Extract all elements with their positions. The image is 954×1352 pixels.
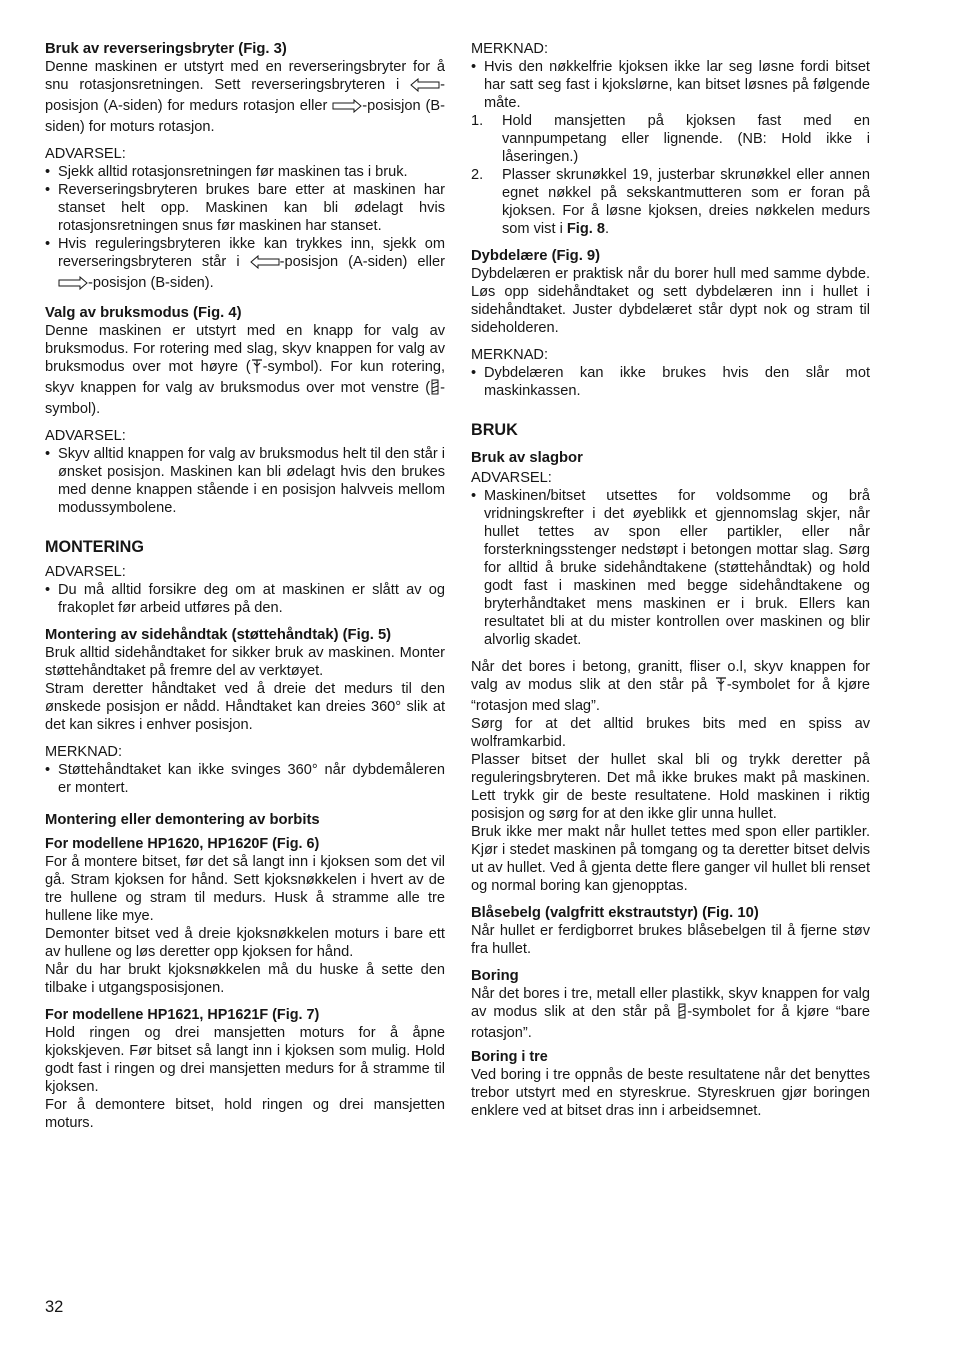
- paragraph: For å demontere bitset, hold ringen og drei mansjetten moturs.: [45, 1097, 445, 1131]
- steps-list: [471, 112, 870, 238]
- note-list: [471, 364, 870, 400]
- paragraph: Dybdelæren er praktisk når du borer hull med samme dybde. Løs opp sidehåndtaket og sett dybdelæren inn i hullet i sidehåndtaket. Juster dybdelæret står dypt nok og stram til sideholderen.: [471, 266, 870, 336]
- section-title-mode-select: Valg av bruksmodus (Fig. 4): [45, 305, 242, 321]
- arrow-right-outline-icon: [58, 276, 88, 295]
- warning-list: [45, 163, 445, 295]
- warning-label: ADVARSEL:: [45, 428, 126, 444]
- arrow-left-outline-icon: [410, 78, 440, 97]
- paragraph: Når hullet er ferdigborret brukes blåsebelgen til å fjerne støv fra hullet.: [471, 923, 870, 957]
- paragraph: Når det bores i tre, metall eller plastikk, skyv knappen for valg av modus slik at den står på -symbolet for å kjøre “bare rotasjon”.: [471, 986, 870, 1041]
- warning-label: ADVARSEL:: [45, 146, 126, 162]
- warning-list: [45, 581, 445, 617]
- section-title-blower: Blåsebelg (valgfritt ekstrautstyr) (Fig. 10): [471, 905, 759, 921]
- note-list: [45, 761, 445, 797]
- list-item: • Reverseringsbryteren brukes bare etter at maskinen har stanset helt opp. Maskinen kan bli ødelagt hvis rotasjonsretningen snus før maskinen har stanset.: [45, 181, 445, 235]
- right-column: [471, 40, 870, 1120]
- figure-ref: Fig. 8: [566, 221, 605, 237]
- list-item: • Hvis den nøkkelfrie kjoksen ikke lar seg løsne fordi bitset har satt seg fast i kjokslørne, kan bitset løsnes på følgende måte.: [471, 58, 870, 112]
- section-title-reversing-switch: Bruk av reverseringsbryter (Fig. 3): [45, 41, 287, 57]
- heading-montering: MONTERING: [45, 538, 144, 556]
- drill-bit-symbol-icon: [677, 1003, 687, 1024]
- paragraph: Denne maskinen er utstyrt med en knapp for valg av bruksmodus. For rotering med slag, skyv knappen for valg av bruksmodus over mot høyre ( -symbol). For kun rotering, skyv knappen for valg av bruksmodus over mot venstre ( -symbol).: [45, 323, 445, 417]
- list-item: • Du må alltid forsikre deg om at maskinen er slått av og frakoplet før arbeid utføres på den.: [45, 581, 445, 617]
- list-item: • Hvis reguleringsbryteren ikke kan trykkes inn, sjekk om reverseringsbryteren står i -posisjon (A-siden) eller -posisjon (B-siden).: [45, 235, 445, 295]
- paragraph: Plasser bitset der hullet skal bli og trykk deretter på reguleringsbryteren. Det må ikke brukes makt på maskinen. Lett trykk gir de beste resultatene. Hold maskinen i riktig posisjon og sørg for at den ikke glir unna hullet.: [471, 752, 870, 822]
- arrow-left-outline-icon: [250, 255, 280, 274]
- warning-label: ADVARSEL:: [45, 564, 126, 580]
- paragraph: For å montere bitset, før det så langt inn i kjoksen som det vil gå. Stram kjoksen for hånd. Sett kjoksnøkkelen i hvert av de tre hullene og stram til medurs. Husk å stramme alle tre hullene like mye.: [45, 854, 445, 924]
- subsection-title-wood: Boring i tre: [471, 1049, 548, 1065]
- section-title-side-handle: Montering av sidehåndtak (støttehåndtak) (Fig. 5): [45, 627, 392, 643]
- list-item: 1. Hold mansjetten på kjoksen fast med en vannpumpetang eller lignende. (NB: Hold ikke i låseringen.): [471, 113, 870, 165]
- hammer-drill-symbol-icon: [251, 358, 263, 379]
- section-title-hammer-drilling: Bruk av slagbor: [471, 450, 583, 466]
- warning-label: ADVARSEL:: [471, 470, 552, 486]
- list-item: • Støttehåndtaket kan ikke svinges 360° når dybdemåleren er montert.: [45, 761, 445, 797]
- paragraph: Denne maskinen er utstyrt med en reverseringsbryter for å snu rotasjonsretningen. Sett reverseringsbryteren i -posisjon (A-siden) for medurs rotasjon eller -posisjon (B-siden) for moturs rotasjon.: [45, 59, 445, 135]
- paragraph: Demonter bitset ved å dreie kjoksnøkkelen moturs i bare ett av hullene og løs deretter opp kjoksen for hånd.: [45, 926, 445, 960]
- subsection-title-hp1620: For modellene HP1620, HP1620F (Fig. 6): [45, 836, 320, 852]
- paragraph: Stram deretter håndtaket ved å dreie det medurs til den ønskede posisjon er nådd. Håndtaket kan dreies 360° slik at det kan sikres i enhver posisjon.: [45, 681, 445, 733]
- warning-list: [471, 487, 870, 649]
- paragraph: Bruk alltid sidehåndtaket for sikker bruk av maskinen. Monter støttehåndtaket på fremre del av verktøyet.: [45, 645, 445, 679]
- note-list: [471, 58, 870, 112]
- note-label: MERKNAD:: [45, 744, 123, 760]
- paragraph: Når du har brukt kjoksnøkkelen må du huske å sette den tilbake i utgangsposisjonen.: [45, 962, 445, 996]
- list-item: • Skyv alltid knappen for valg av bruksmodus helt til den står i ønsket posisjon. Maskinen kan bli ødelagt hvis den brukes med denne knappen stående i en posisjon halvveis mellom modussymbolene.: [45, 445, 445, 517]
- list-item: • Dybdelæren kan ikke brukes hvis den slår mot maskinkassen.: [471, 364, 870, 400]
- note-label: MERKNAD:: [471, 41, 549, 57]
- drill-bit-symbol-icon: [430, 379, 440, 400]
- section-title-boring: Boring: [471, 968, 519, 984]
- left-column: [45, 40, 445, 1132]
- heading-bruk: BRUK: [471, 421, 518, 439]
- subsection-title-hp1621: For modellene HP1621, HP1621F (Fig. 7): [45, 1007, 320, 1023]
- paragraph: Sørg for at det alltid brukes bits med en spiss av wolframkarbid.: [471, 716, 870, 750]
- warning-list: [45, 445, 445, 517]
- paragraph: Hold ringen og drei mansjetten moturs for å åpne kjokskjeven. Før bitset så langt inn i kjoksen som mulig. Hold godt fast i ringen og drei mansjetten medurs for å stramme til kjoksen.: [45, 1025, 445, 1095]
- note-label: MERKNAD:: [471, 347, 549, 363]
- list-item: • Sjekk alltid rotasjonsretningen før maskinen tas i bruk.: [45, 163, 445, 181]
- section-title-drill-bits: Montering eller demontering av borbits: [45, 812, 320, 828]
- section-title-depth-gauge: Dybdelære (Fig. 9): [471, 248, 601, 264]
- page-number: 32: [45, 1298, 64, 1316]
- paragraph: Når det bores i betong, granitt, fliser o.l, skyv knappen for valg av modus slik at den står på -symbolet for å kjøre “rotasjon med slag”.: [471, 659, 871, 714]
- paragraph: Ved boring i tre oppnås de beste resultatene når det benyttes trebor utstyrt med en styreskrue. Styreskruen gjør boringen enklere ved at bitset dras inn i arbeidsemnet.: [471, 1067, 870, 1119]
- arrow-right-outline-icon: [332, 99, 362, 118]
- list-item: • Maskinen/bitset utsettes for voldsomme og brå vridningskrefter i det øyeblikk et gjennomslag skjer, når hullet tettes av spon eller partikler, eller når forsterkningsstenger nedstøpt i betongen mottar slag. Sørg for alltid å bruke sidehåndtakene (støttehåndtak) og hold godt fast i maskinen med begge sidehåndtakene og bryterhåndtaket mens maskinen er i bruk. Ellers kan resultatet bli at du mister kontrollen over maskinen og blir alvorlig skadet.: [471, 487, 870, 649]
- paragraph: Bruk ikke mer makt når hullet tettes med spon eller partikler. Kjør i stedet maskinen på tomgang og ta deretter bitset delvis ut av hullet. Ved å gjenta dette flere ganger vil hullet bli renset og normal boring kan gjenopptas.: [471, 824, 870, 894]
- hammer-drill-symbol-icon: [715, 676, 727, 697]
- list-item: 2. Plasser skrunøkkel 19, justerbar skrunøkkel eller annen egnet nøkkel på sekskantmutteren som er foran på kjoksen. For å løsne kjoksen, dreies nøkkelen medurs som vist i Fig. 8.: [471, 167, 870, 237]
